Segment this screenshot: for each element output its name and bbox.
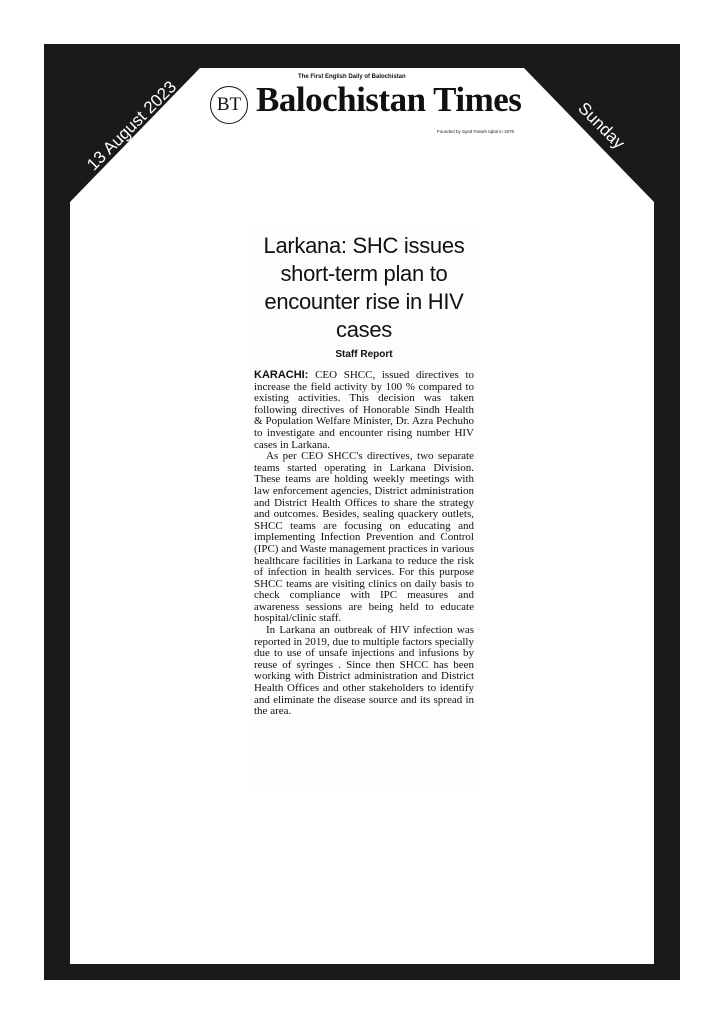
article-body xyxy=(250,370,478,718)
founded-note: Founded by Syed Fasieh Iqbal in 1976 xyxy=(437,129,515,134)
masthead-tagline: The First English Daily of Balochistan xyxy=(298,74,406,80)
bt-logo: BT xyxy=(210,86,248,124)
masthead xyxy=(210,74,522,138)
article-paragraph: In Larkana an outbreak of HIV infection was reported in 2019, due to multiple factors specially due to use of unsafe injections and infusions by reuse of syringes . Since then SHCC has been working with District administration and District Health Offices and other stakeholders to identify and eliminate the disease source and its spread in the area. xyxy=(254,624,474,718)
article-paragraph: As per CEO SHCC's directives, two separate teams started operating in Larkana Division. These teams are holding weekly meetings with law enforcement agencies, District administration and District Health Offices to share the strategy and outcomes. Besides, sealing quackery outlets, SHCC teams are focusing on educating and implementing Infection Prevention and Control (IPC) and Waste management practices in various healthcare facilities in Larkana to reduce the risk of infection in health services. For this purpose SHCC teams are visiting clinics on daily basis to check compliance with IPC measures and awareness sessions are being held to educate hospital/clinic staff. xyxy=(254,450,474,625)
article-dateline: KARACHI: xyxy=(254,369,309,381)
issue-date: 13 August 2023 xyxy=(83,77,181,175)
article-headline: Larkana: SHC issues short-term plan to encounter rise in HIV cases xyxy=(263,233,465,342)
article-paragraph xyxy=(254,370,474,451)
article-byline: Staff Report xyxy=(335,349,393,360)
article-clipping xyxy=(250,224,478,792)
paragraph-1-text: CEO SHCC, issued directives to increase the field activity by 100 % compared to existing activities. This decision was taken following directives of Honorable Sindh Health & Population Welfare Minister, Dr. Azra Pechuho to investigate and encounter rising number HIV cases in Larkana. xyxy=(254,369,475,451)
issue-day: Sunday xyxy=(574,98,629,153)
day-corner-banner xyxy=(524,68,654,202)
newspaper-name: Balochistan Times xyxy=(256,80,522,119)
